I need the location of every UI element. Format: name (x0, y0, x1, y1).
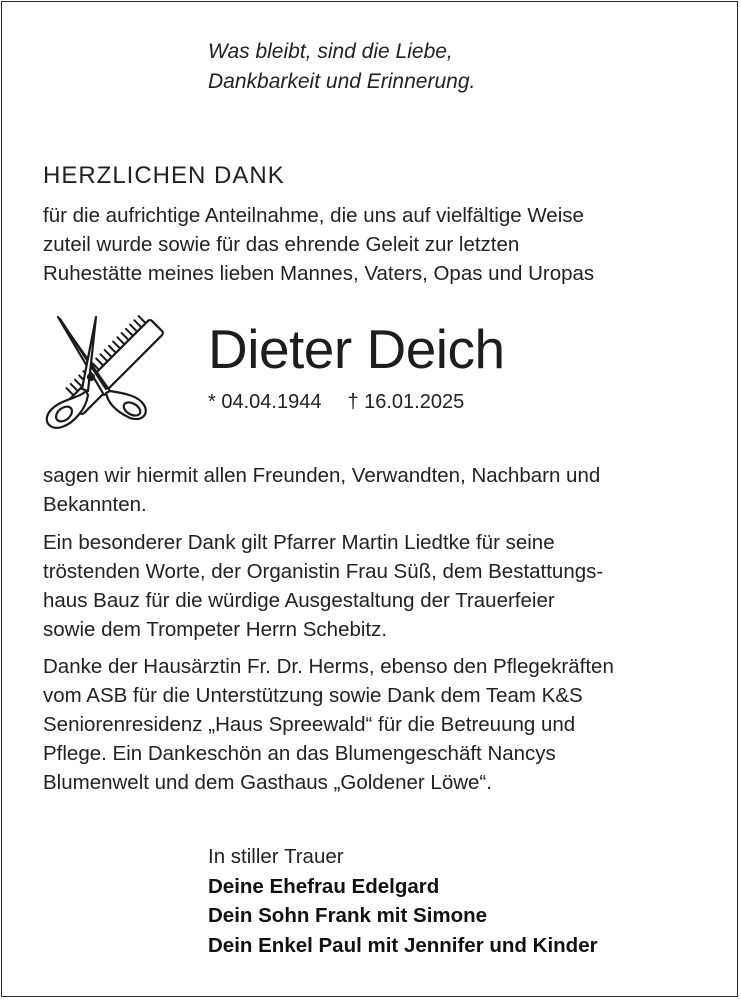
heading: HERZLICHEN DANK (43, 162, 285, 189)
paragraph-line: Bekannten. (43, 493, 147, 516)
death-date: † 16.01.2025 (347, 391, 465, 413)
paragraph-line: Seniorenresidenz „Haus Spreewald“ für die Betreuung und (43, 713, 576, 736)
life-dates (208, 388, 464, 416)
motto-quote (208, 37, 475, 97)
paragraph-line: Pflege. Ein Dankeschön an das Blumengeschäft Nancys (43, 742, 556, 765)
paragraph-line: sagen wir hiermit allen Freunden, Verwandten, Nachbarn und (43, 464, 601, 487)
quote-line: Dankbarkeit und Erinnerung. (208, 70, 476, 93)
paragraph-line: sowie dem Trompeter Herrn Schebitz. (43, 618, 388, 641)
intro-line: zuteil wurde sowie für das ehrende Geleit zur letzten (43, 233, 520, 256)
thanks-paragraph-1 (43, 461, 600, 519)
birth-date: * 04.04.1944 (208, 391, 322, 413)
quote-line: Was bleibt, sind die Liebe, (208, 40, 453, 63)
paragraph-line: tröstenden Worte, der Organistin Frau Süß, dem Bestattungs- (43, 560, 604, 583)
scissors-comb-icon (36, 307, 166, 437)
paragraph-line: Danke der Hausärztin Fr. Dr. Herms, ebenso den Pflegekräften (43, 655, 614, 678)
signature-member: Dein Enkel Paul mit Jennifer und Kinder (208, 933, 598, 957)
signature-member: Dein Sohn Frank mit Simone (208, 904, 488, 927)
paragraph-line: Ein besonderer Dank gilt Pfarrer Martin Liedtke für seine (43, 531, 555, 554)
paragraph-line: Blumenwelt und dem Gasthaus „Goldener Löwe“. (43, 771, 492, 794)
paragraph-line: haus Bauz für die würdige Ausgestaltung der Trauerfeier (43, 589, 555, 612)
thanks-paragraph-2 (43, 528, 603, 644)
signature-member: Deine Ehefrau Edelgard (208, 874, 440, 898)
thanks-paragraph-3 (43, 652, 614, 797)
paragraph-line: vom ASB für die Unterstützung sowie Dank dem Team K&S (43, 684, 583, 707)
intro-line: für die aufrichtige Anteilnahme, die uns auf vielfältige Weise (43, 204, 584, 227)
signature-block (208, 842, 598, 960)
intro-text (43, 201, 594, 288)
signature-lead: In stiller Trauer (208, 845, 344, 868)
intro-line: Ruhestätte meines lieben Mannes, Vaters, Opas und Uropas (43, 262, 595, 285)
deceased-name: Dieter Deich (208, 318, 505, 380)
